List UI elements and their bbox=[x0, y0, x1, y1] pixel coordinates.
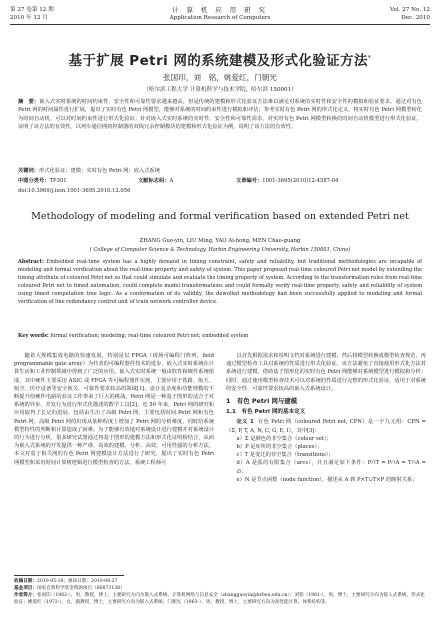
list-item: d）A 是弧的有限集合（arcs），并且满足如下条件：P∩T = P∩A = T∩A = ∅； bbox=[236, 460, 426, 475]
list-item: a）Σ 是颜色的非空集合（colour set）； bbox=[236, 435, 332, 442]
abstract-en-label: Abstract: bbox=[18, 259, 44, 265]
definition-label: 定义 1 bbox=[236, 419, 254, 426]
body-column-right bbox=[226, 352, 426, 484]
footnote-rule bbox=[14, 575, 124, 576]
body-paragraph: 以首先根据需求和说明文档对系统进行建模，然后将模型转换成模型检查规范，再通过模型检查工具对系统的性质进行形式化验证。该方法避免了直接使用形式化方法对系统进行建模，借助基于图形化的实时有色 Petri 网能够对系统模型进行模拟和分析；同时，通过使用模型检查技术可以对系统的性质进行完整的形式化验证，适用于对系统的安全性、可靠性要求较高的嵌入式系统设计。 bbox=[226, 353, 426, 392]
affiliation-cn: （哈尔滨工程大学 计算机科学与技术学院，哈尔滨 150001） bbox=[143, 87, 297, 93]
abstract-cn-label: 摘 要： bbox=[18, 99, 40, 105]
footnote: 收稿日期：2010-05-18；修回日期：2010-06-27 基金项目：国家自然科学基金资助项目（60873138） 作者简介：张国印（1962-），男，教授，博士，主要研究方向为嵌入式系统、计算机网络与信息安全（zhangguoyin@hrbeu.edu.cn）；刘铭（1981-），男，博士，主要研究方向为嵌入式系统、形式化验证；姚爱红（1972-），女，副教授，博士，主要研究方向为嵌入式系统；门朝光（1963-），男，教授，博士，主要研究方向为高性能计算、体系结构等。 bbox=[14, 579, 425, 605]
header-rule bbox=[10, 24, 430, 25]
header-volume-en: Vol. 27 No. 12 Dec. 2010 bbox=[390, 7, 430, 21]
paper-title-en: Methodology of modeling and formal verification based on extended Petri net bbox=[31, 211, 409, 222]
title-footnote-mark: * bbox=[367, 54, 372, 62]
paper-title-cn: 基于扩展 Petri 网的系统建模及形式化验证方法* bbox=[68, 54, 372, 69]
definition: 定义 1 有色 Petri 网（coloured Petri net, CPN）是一个九元组：CPN =（Σ, P, T, A, N, C, G, E, I），其中[3]： bbox=[226, 419, 427, 434]
header-journal: 计 算 机 应 用 研 究 Application Research of Computers bbox=[169, 6, 271, 21]
abstract-cn: 摘 要：嵌入式实时系统的时间约束性、安全性和可靠性要求越来越高，但是传统的建模和形式化验证方法难以满足对系统的实时性和安全性的模拟和验证要求。通过对有色 Petri 网的时间属性进行扩展，提出了实时有色 Petri 网模型，能够对系统的时间约束性进行模拟和评估；参考实时有色 Petri 网的形式化定义，将实时有色 Petri 网模型转化为时间自动机，可以对时间约束性进行形式化验证；针对嵌入式实时系统的实时性、安全性和可靠性需求，对实时有色 Petri 网模型转换的时间自动机模型进行形式化验证，证明了该方法的有效性。以列车通信网络控制器的双线冗余控制模块的建模和形式化验证为例，说明了该方法的有效性。 bbox=[18, 99, 423, 130]
body-paragraph: 随着大规模集成电路的快速发展，特别是以 FPGA（现场可编程门阵列，field programmable gate array）为代表的可编程器件技术的进步，嵌入式实时系统在计算生活和工业控制领域中得到了广泛的应用。嵌入式实时系统一般由软件和硬件系统组成，其中硬件主要采用 ASIC 或 FPGA 等可编程器件实现，主要应用于铁路、航天、航空、医疗设备等安全攸关、可靠性要求较高的领域[1]。设计复杂度和功能规模的不断提升给硬件电路的验证工作带来了巨大的挑战。Petri 网是一种基于图形的适合于对系统的异步、并发行为进行形式化描述的数学工具[2]。近 50 年来，Petri 网的研究和应用取得了长足的进展，包括由生出了高级 Petri 网，主要包括时间 Petri 网和有色 Petri 网。高级 Petri 网的出现从某种程度上增加了 Petri 网的分析难度，同时给系统模型特性的判断和计算造成了困难。为了能够有效地对系统设计进行建模并对系统设计的行为进行分析，很多研究试图通过将基于图形的建模方法和形式化证明相结合，从而为嵌入式系统的开发提供一种严谨、高效的建模、分析、高效、可用性强的分析方法。本文对基于相关网的有色 Petri 网建模设计方法进行了研究，提出了实时有色 Petri 网模型和采用时间计算树逻辑进行模型检查的方法。系统工程师可 bbox=[14, 353, 214, 466]
doi-line: doi:10.3969/j.issn.1001-3695.2010.12.056 bbox=[18, 188, 131, 194]
keywords-en: Key words: formal verification; modeling; real-time coloured Petri net; embedded system bbox=[18, 333, 249, 339]
abstract-en: Abstract: Embedded real-time system has a highly demand in timing constraint, safety and reliability, but traditional methodologies are incapable of modeling and formal verification about the real-time property and safety of system. This paper proposed real-time coloured Petri net model by extending the timing attribute of coloured Petri net so that could simulate and evaluate the timing property of system. According to the transformation rules from real-time coloured Petri net to timed automation, could complete model transformations and could formally verify real-time property, safety and reliability of system using timed computation tree logic. As a conformation of its validity, the dewolled methodology had been successfully applied to modeling and formal verification of line redundancy control unit of train network controller device. bbox=[18, 259, 423, 306]
affiliation-en: ( College of Computer Science & Technology, Harbin Engineering University, Harbin 150001, China) bbox=[89, 247, 351, 253]
paper-page: 第 27 卷第 12 期 2010 年 12 月 计 算 机 应 用 研 究 Application Research of Computers Vol. 27 No. 12 Dec. 2010 基于扩展 Petri 网的系统建模及形式化验证方法* 张国印，刘 铭，姚爱红，门朝光 （哈尔滨工程大学 计算机科学与技术学院，哈尔滨 150001） 摘 要：嵌入式实时系统的时间约束性、安全性和可靠性要求越来越高，但是传统的建模和形式化验证方法难以满足对系统的实时性和安全性的模拟和验证要求。通过对有色 Petri 网的时间属性进行扩展，提出了实时有色 Petri 网模型，能够对系统的时间约束性进行模拟和评估；参考实时有色 Petri 网的形式化定义，将实时有色 Petri 网模型转化为时间自动机，可以对时间约束性进行形式化验证；针对嵌入式实时系统的实时性、安全性和可靠性需求，对实时有色 Petri 网模型转换的时间自动机模型进行形式化验证，证明了该方法的有效性。以列车通信网络控制器的双线冗余控制模块的建模和形式化验证为例，说明了该方法的有效性。 关键词：形式化验证；建模；实时有色 Petri 网；嵌入式系统 中图分类号：TP301 文献标志码：A 文章编号：1001-3695(2010)12-4587-04 doi:10.3969/j.issn.1001-3695.2010.12.056 Methodology of modeling and formal verification based on extended Petri net ZHANG Guo-yin, LIU Ming, YAO Ai-hong, MEN Chao-guang ( College of Computer Science & Technology, Harbin Engineering University, Harbin 150001, China) Abstract: Embedded real-time system has a highly demand in timing constraint, safety and reliability, but traditional methodologies are incapable of modeling and formal verification about the real-time property and safety of system. This paper proposed real-time coloured Petri net model by extending the timing attribute of coloured Petri net so that could simulate and evaluate the timing property of system. According to the transformation rules from real-time coloured Petri net to timed automation, could complete model transformations and could formally verify real-time property, safety and reliability of system using timed computation tree logic. As a conformation of its validity, the dewolled methodology had been successfully applied to modeling and formal verification of line redundancy control unit of train network controller device. Key words: formal verification; modeling; real-time coloured Petri net; embedded system 随着大规模集成电路的快速发展，特别是以 FPGA（现场可编程门阵列，field programmable gate array）为代表的可编程器件技术的进步，嵌入式实时系统在计算生活和工业控制领域中得到了广泛的应用。嵌入式实时系统一般由软件和硬件系统组成，其中硬件主要采用 ASIC 或 FPGA 等可编程器件实现，主要应用于铁路、航天、航空、医疗设备等安全攸关、可靠性要求较高的领域[1]。设计复杂度和功能规模的不断提升给硬件电路的验证工作带来了巨大的挑战。Petri 网是一种基于图形的适合于对系统的异步、并发行为进行形式化描述的数学工具[2]。近 50 年来，Petri 网的研究和应用取得了长足的进展，包括由生出了高级 Petri 网，主要包括时间 Petri 网和有色 Petri 网。高级 Petri 网的出现从某种程度上增加了 Petri 网的分析难度，同时给系统模型特性的判断和计算造成了困难。为了能够有效地对系统设计进行建模并对系统设计的行为进行分析，很多研究试图通过将基于图形的建模方法和形式化证明相结合，从而为嵌入式系统的开发提供一种严谨、高效的建模、分析、高效、可用性强的分析方法。本文对基于相关网的有色 Petri 网建模设计方法进行了研究，提出了实时有色 Petri 网模型和采用时间计算树逻辑进行模型检查的方法。系统工程师可 以首先根据需求和说明文档对系统进行建模，然后将模型转换成模型检查规范，再通过模型检查工具对系统的性质进行形式化验证。该方法避免了直接使用形式化方法对系统进行建模，借助基于图形化的实时有色 Petri 网能够对系统模型进行模拟和分析；同时，通过使用模型检查技术可以对系统的性质进行完整的形式化验证，适用于对系统的安全性、可靠性要求较高的嵌入式系统设计。 1 有色 Petri 网与建模 1.1 有色 Petri 网的基本定义 定义 1 有色 Petri 网（coloured Petri net, CPN）是一个九元组：CPN =（Σ, P, T, A, N, C, G, E, I），其中[3]： a）Σ 是颜色的非空集合（colour set）； b）P 是库所的非空集合（places）； c）T 是变迁的非空集合（transitions）； d）A 是弧的有限集合（arcs），并且满足如下条件：P∩T = P∩A = T∩A = ∅； e）N 是节点函数（node function），描述从 A 到 P×T∪T×P 的映射关系； 收稿日期：2010-05-18；修回日期：2010-06-27 基金项目：国家自然科学基金资助项目（60873138） 作者简介：张国印（1962-），男，教授，博士，主要研究方向为嵌入式系统、计算机网络与信息安全（zhangguoyin@hrbeu.edu.cn）；刘铭（1981-），男，博士，主要研究方向为嵌入式系统、形式化验证；姚爱红（1972-），女，副教授，博士，主要研究方向为嵌入式系统；门朝光（1963-），男，教授，博士，主要研究方向为高性能计算、体系结构等。 bbox=[0, 0, 440, 620]
authors-en: ZHANG Guo-yin, LIU Ming, YAO Ai-hong, MEN Chao-guang bbox=[139, 238, 301, 244]
list-item: b）P 是库所的非空集合（places）； bbox=[236, 444, 323, 451]
section-heading: 1 有色 Petri 网与建模 bbox=[226, 397, 298, 406]
body-column-left bbox=[14, 352, 214, 467]
authors-cn: 张国印，刘 铭，姚爱红，门朝光 bbox=[163, 73, 277, 82]
list-item: c）T 是变迁的非空集合（transitions）； bbox=[236, 452, 334, 459]
header-volume-cn: 第 27 卷第 12 期 2010 年 12 月 bbox=[10, 7, 54, 21]
keywords-cn: 关键词：形式化验证；建模；实时有色 Petri 网；嵌入式系统 bbox=[18, 168, 161, 174]
list-item: e）N 是节点函数（node function），描述从 A 到 P×T∪T×P 的映射关系； bbox=[236, 476, 418, 483]
running-header bbox=[10, 6, 430, 36]
subsection-heading: 1.1 有色 Petri 网的基本定义 bbox=[226, 409, 306, 416]
